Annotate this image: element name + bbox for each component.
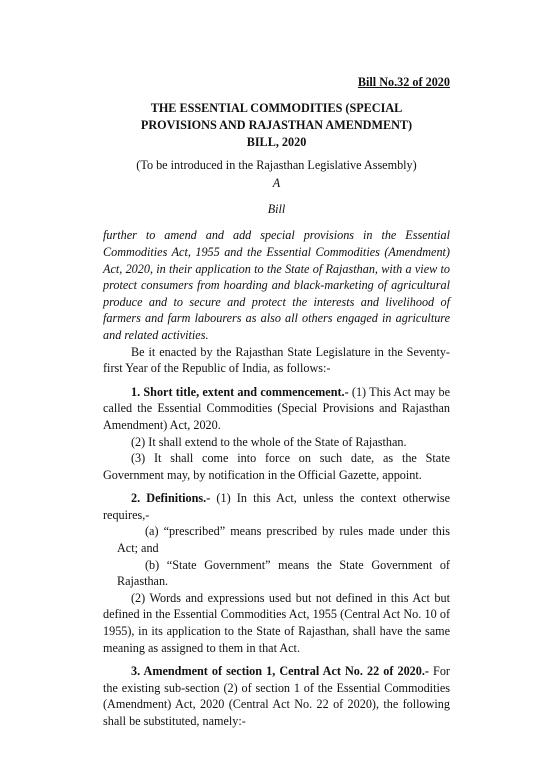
bill-word: Bill bbox=[267, 201, 286, 216]
bill-title-line-2: PROVISIONS AND RAJASTHAN AMENDMENT) bbox=[140, 117, 413, 132]
section-1-paragraph bbox=[103, 384, 450, 434]
enacting-clause: Be it enacted by the Rajasthan State Legislature in the Seventy-first Year of the Republic of India, as follows:- bbox=[103, 344, 450, 376]
section-2-clause-b: (b) “State Government” means the State Government of Rajasthan. bbox=[117, 557, 450, 589]
purpose-statement: further to amend and add special provisions in the Essential Commodities Act, 1955 and the Essential Commodities (Amendment) Act, 2020, in their application to the State of Rajasthan, with a view to protect consumers from hoarding and black-marketing of agricultural produce and to secure and protect the interests and livelihood of farmers and farm labourers as also all others engaged in agriculture and related activities. bbox=[103, 228, 450, 342]
section-2-subsection-2: (2) Words and expressions used but not defined in this Act but defined in the Essential Commodities Act, 1955 (Central Act No. 10 of 1955), in its application to the State of Rajasthan, shall have the same meaning as assigned to them in that Act. bbox=[103, 590, 450, 655]
introduction-note: (To be introduced in the Rajasthan Legislative Assembly) bbox=[136, 157, 417, 172]
section-2-clause-a: (a) “prescribed” means prescribed by rules made under this Act; and bbox=[117, 524, 450, 556]
bill-title-line-1: THE ESSENTIAL COMMODITIES (SPECIAL bbox=[150, 100, 403, 115]
article-a: A bbox=[272, 176, 281, 191]
section-1-heading: 1. Short title, extent and commencement.- bbox=[131, 384, 349, 399]
section-1-subsection-1: (1) This Act may be called the Essential Commodities (Special Provisions and Rajasthan Amendment) Act, 2020. bbox=[103, 384, 450, 432]
bill-title-line-3: BILL, 2020 bbox=[246, 134, 307, 149]
section-1-subsection-2: (2) It shall extend to the whole of the State of Rajasthan. bbox=[131, 434, 407, 449]
section-3-paragraph bbox=[103, 663, 450, 729]
section-3-body: For the existing sub-section (2) of section 1 of the Essential Commodities (Amendment) Act, 2020 (Central Act No. 22 of 2020), the following shall be substituted, namely:- bbox=[103, 664, 450, 728]
section-2-heading: 2. Definitions.- bbox=[131, 491, 211, 506]
section-3-heading: 3. Amendment of section 1, Central Act No. 22 of 2020.- bbox=[131, 664, 429, 679]
section-1-subsection-3: (3) It shall come into force on such date, as the State Government may, by notification in the Official Gazette, appoint. bbox=[103, 451, 450, 482]
bill-number: Bill No.32 of 2020 bbox=[357, 75, 450, 89]
section-2-paragraph bbox=[103, 490, 450, 523]
section-2-subsection-1: (1) In this Act, unless the context otherwise requires,- bbox=[103, 491, 451, 522]
document-page bbox=[103, 74, 450, 730]
bill-title bbox=[103, 100, 450, 151]
